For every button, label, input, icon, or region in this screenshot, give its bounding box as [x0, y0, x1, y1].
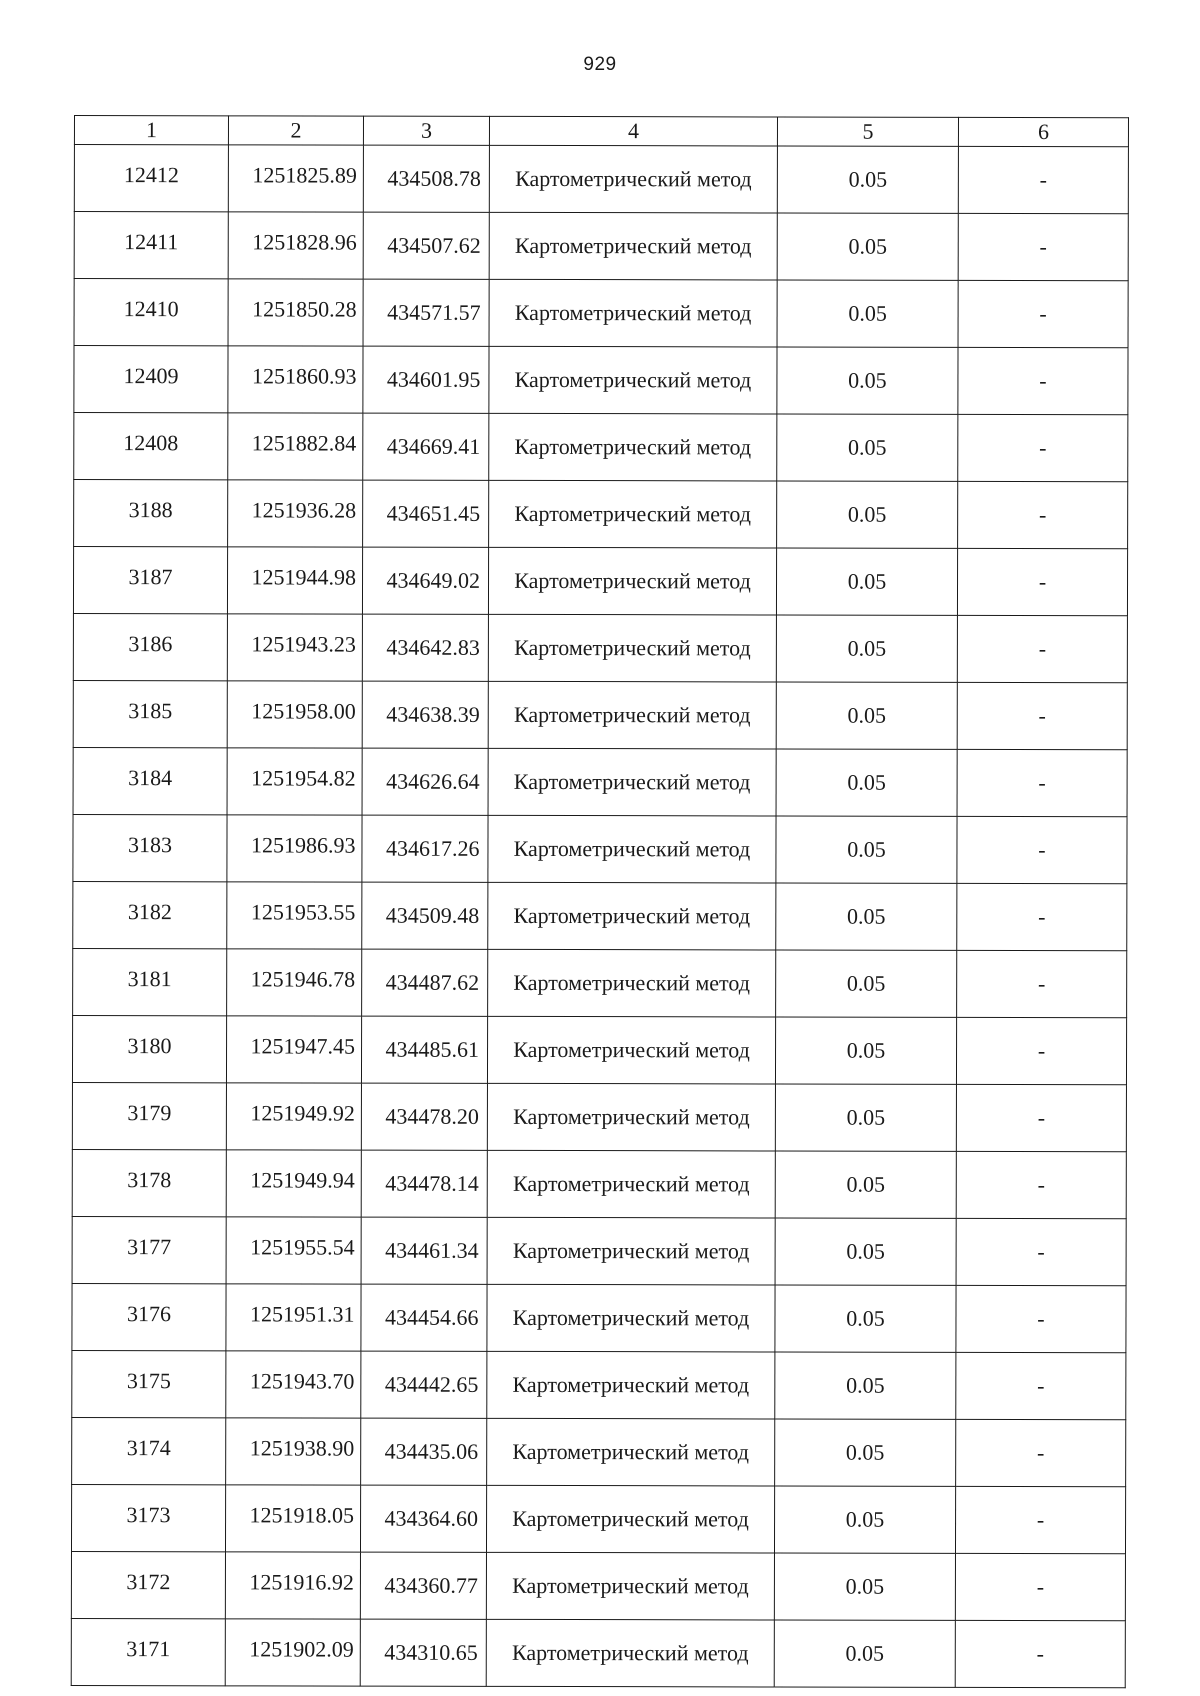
accuracy-cell: 0.05 [776, 883, 957, 950]
y-coordinate-cell: 434571.57 [363, 279, 489, 346]
method-cell: Картометрический метод [488, 882, 776, 950]
note-cell: - [958, 213, 1128, 280]
table-row [71, 1551, 1125, 1620]
x-coordinate-cell: 1251916.92 [225, 1552, 360, 1619]
table-row [74, 413, 1128, 482]
x-coordinate-cell: 1251943.23 [227, 614, 362, 681]
accuracy-cell: 0.05 [776, 615, 957, 682]
table-row [72, 1216, 1126, 1285]
table-row [72, 1283, 1126, 1352]
table-row [72, 1417, 1126, 1486]
accuracy-cell: 0.05 [775, 1151, 956, 1218]
accuracy-cell: 0.05 [777, 146, 958, 213]
method-cell: Картометрический метод [489, 279, 777, 347]
method-cell: Картометрический метод [489, 480, 777, 548]
note-cell: - [956, 1218, 1126, 1285]
accuracy-cell: 0.05 [776, 682, 957, 749]
accuracy-cell: 0.05 [775, 1218, 956, 1285]
point-number-cell: 3180 [72, 1015, 226, 1082]
accuracy-cell: 0.05 [774, 1620, 955, 1687]
point-number-cell: 3178 [72, 1149, 226, 1216]
note-cell: - [957, 615, 1127, 682]
coordinates-table [71, 115, 1129, 1688]
accuracy-cell: 0.05 [775, 1017, 956, 1084]
table-row [73, 747, 1127, 816]
method-cell: Картометрический метод [488, 815, 776, 883]
point-number-cell: 3186 [73, 613, 227, 680]
note-cell: - [957, 548, 1127, 615]
table-row [73, 948, 1127, 1017]
table-row [71, 1618, 1125, 1687]
y-coordinate-cell: 434626.64 [362, 748, 488, 815]
y-coordinate-cell: 434508.78 [363, 145, 489, 212]
note-cell: - [956, 1419, 1126, 1486]
accuracy-cell: 0.05 [775, 1419, 956, 1486]
note-cell: - [957, 749, 1127, 816]
point-number-cell: 3181 [73, 948, 227, 1015]
point-number-cell: 3188 [74, 480, 228, 547]
point-number-cell: 12411 [74, 212, 228, 279]
accuracy-cell: 0.05 [775, 1285, 956, 1352]
x-coordinate-cell: 1251954.82 [227, 748, 362, 815]
table-row [74, 145, 1128, 214]
y-coordinate-cell: 434638.39 [362, 681, 488, 748]
y-coordinate-cell: 434310.65 [360, 1619, 486, 1686]
table-row [73, 814, 1127, 883]
x-coordinate-cell: 1251953.55 [227, 882, 362, 949]
y-coordinate-cell: 434461.34 [361, 1217, 487, 1284]
accuracy-cell: 0.05 [776, 816, 957, 883]
note-cell: - [956, 1151, 1126, 1218]
note-cell: - [958, 280, 1128, 347]
note-cell: - [957, 883, 1127, 950]
y-coordinate-cell: 434442.65 [361, 1351, 487, 1418]
note-cell: - [957, 682, 1127, 749]
point-number-cell: 3182 [73, 881, 227, 948]
header-col-4: 4 [489, 116, 777, 146]
method-cell: Картометрический метод [486, 1485, 774, 1553]
x-coordinate-cell: 1251949.92 [226, 1083, 361, 1150]
note-cell: - [956, 1084, 1126, 1151]
method-cell: Картометрический метод [489, 212, 777, 280]
point-number-cell: 12410 [74, 279, 228, 346]
point-number-cell: 12408 [74, 413, 228, 480]
y-coordinate-cell: 434364.60 [360, 1485, 486, 1552]
point-number-cell: 3179 [72, 1082, 226, 1149]
x-coordinate-cell: 1251902.09 [225, 1619, 360, 1686]
accuracy-cell: 0.05 [777, 414, 958, 481]
table-row [73, 881, 1127, 950]
table-row [72, 1082, 1126, 1151]
table-row [74, 480, 1128, 549]
table-row [72, 1149, 1126, 1218]
note-cell: - [958, 347, 1128, 414]
y-coordinate-cell: 434642.83 [362, 614, 488, 681]
x-coordinate-cell: 1251986.93 [227, 815, 362, 882]
note-cell: - [956, 1285, 1126, 1352]
method-cell: Картометрический метод [489, 413, 777, 481]
table-row [73, 680, 1127, 749]
point-number-cell: 3176 [72, 1283, 226, 1350]
note-cell: - [957, 950, 1127, 1017]
note-cell: - [958, 481, 1128, 548]
method-cell: Картометрический метод [487, 1418, 775, 1486]
accuracy-cell: 0.05 [774, 1553, 955, 1620]
x-coordinate-cell: 1251949.94 [226, 1150, 361, 1217]
header-col-2: 2 [228, 116, 363, 145]
x-coordinate-cell: 1251947.45 [226, 1016, 361, 1083]
point-number-cell: 3173 [71, 1484, 225, 1551]
page-number: 929 [583, 54, 617, 75]
y-coordinate-cell: 434478.14 [361, 1150, 487, 1217]
method-cell: Картометрический метод [486, 1552, 774, 1620]
method-cell: Картометрический метод [486, 1619, 774, 1687]
x-coordinate-cell: 1251828.96 [228, 212, 363, 279]
point-number-cell: 3187 [73, 547, 227, 614]
table-row [73, 613, 1127, 682]
point-number-cell: 3177 [72, 1216, 226, 1283]
point-number-cell: 3172 [71, 1551, 225, 1618]
x-coordinate-cell: 1251958.00 [227, 681, 362, 748]
accuracy-cell: 0.05 [777, 280, 958, 347]
y-coordinate-cell: 434435.06 [361, 1418, 487, 1485]
accuracy-cell: 0.05 [774, 1486, 955, 1553]
note-cell: - [955, 1553, 1125, 1620]
point-number-cell: 12412 [74, 145, 228, 212]
y-coordinate-cell: 434454.66 [361, 1284, 487, 1351]
method-cell: Картометрический метод [488, 949, 776, 1017]
accuracy-cell: 0.05 [777, 481, 958, 548]
x-coordinate-cell: 1251944.98 [227, 547, 362, 614]
y-coordinate-cell: 434649.02 [362, 547, 488, 614]
accuracy-cell: 0.05 [775, 1352, 956, 1419]
note-cell: - [955, 1486, 1125, 1553]
method-cell: Картометрический метод [489, 346, 777, 414]
y-coordinate-cell: 434617.26 [362, 815, 488, 882]
accuracy-cell: 0.05 [777, 213, 958, 280]
table-row [71, 1484, 1125, 1553]
y-coordinate-cell: 434651.45 [363, 480, 489, 547]
x-coordinate-cell: 1251936.28 [228, 480, 363, 547]
method-cell: Картометрический метод [487, 1217, 775, 1285]
x-coordinate-cell: 1251882.84 [228, 413, 363, 480]
x-coordinate-cell: 1251850.28 [228, 279, 363, 346]
method-cell: Картометрический метод [487, 1284, 775, 1352]
point-number-cell: 12409 [74, 346, 228, 413]
y-coordinate-cell: 434601.95 [363, 346, 489, 413]
accuracy-cell: 0.05 [776, 950, 957, 1017]
note-cell: - [955, 1620, 1125, 1687]
method-cell: Картометрический метод [488, 547, 776, 615]
note-cell: - [956, 1017, 1126, 1084]
x-coordinate-cell: 1251946.78 [227, 949, 362, 1016]
header-col-3: 3 [363, 116, 489, 145]
table-row [74, 212, 1128, 281]
point-number-cell: 3171 [71, 1618, 225, 1685]
y-coordinate-cell: 434487.62 [362, 949, 488, 1016]
table-body [71, 145, 1128, 1688]
method-cell: Картометрический метод [487, 1351, 775, 1419]
x-coordinate-cell: 1251943.70 [226, 1351, 361, 1418]
y-coordinate-cell: 434478.20 [361, 1083, 487, 1150]
accuracy-cell: 0.05 [777, 347, 958, 414]
x-coordinate-cell: 1251825.89 [228, 145, 363, 212]
table-row [74, 279, 1128, 348]
x-coordinate-cell: 1251918.05 [225, 1485, 360, 1552]
x-coordinate-cell: 1251955.54 [226, 1217, 361, 1284]
header-col-1: 1 [74, 116, 228, 145]
header-row [74, 116, 1128, 147]
method-cell: Картометрический метод [489, 145, 777, 213]
method-cell: Картометрический метод [488, 748, 776, 816]
method-cell: Картометрический метод [488, 681, 776, 749]
y-coordinate-cell: 434507.62 [363, 212, 489, 279]
note-cell: - [956, 1352, 1126, 1419]
point-number-cell: 3174 [72, 1417, 226, 1484]
point-number-cell: 3175 [72, 1350, 226, 1417]
y-coordinate-cell: 434669.41 [363, 413, 489, 480]
x-coordinate-cell: 1251860.93 [228, 346, 363, 413]
x-coordinate-cell: 1251951.31 [226, 1284, 361, 1351]
accuracy-cell: 0.05 [776, 548, 957, 615]
accuracy-cell: 0.05 [776, 749, 957, 816]
note-cell: - [958, 414, 1128, 481]
y-coordinate-cell: 434360.77 [360, 1552, 486, 1619]
table-row [74, 346, 1128, 415]
note-cell: - [958, 146, 1128, 213]
point-number-cell: 3184 [73, 747, 227, 814]
method-cell: Картометрический метод [487, 1016, 775, 1084]
table-row [72, 1015, 1126, 1084]
x-coordinate-cell: 1251938.90 [226, 1418, 361, 1485]
note-cell: - [957, 816, 1127, 883]
point-number-cell: 3185 [73, 680, 227, 747]
method-cell: Картометрический метод [487, 1083, 775, 1151]
point-number-cell: 3183 [73, 814, 227, 881]
header-col-5: 5 [777, 117, 958, 146]
method-cell: Картометрический метод [487, 1150, 775, 1218]
table-header [74, 116, 1128, 147]
y-coordinate-cell: 434509.48 [362, 882, 488, 949]
y-coordinate-cell: 434485.61 [361, 1016, 487, 1083]
table-row [73, 547, 1127, 616]
table-row [72, 1350, 1126, 1419]
header-col-6: 6 [958, 117, 1128, 146]
method-cell: Картометрический метод [488, 614, 776, 682]
accuracy-cell: 0.05 [775, 1084, 956, 1151]
